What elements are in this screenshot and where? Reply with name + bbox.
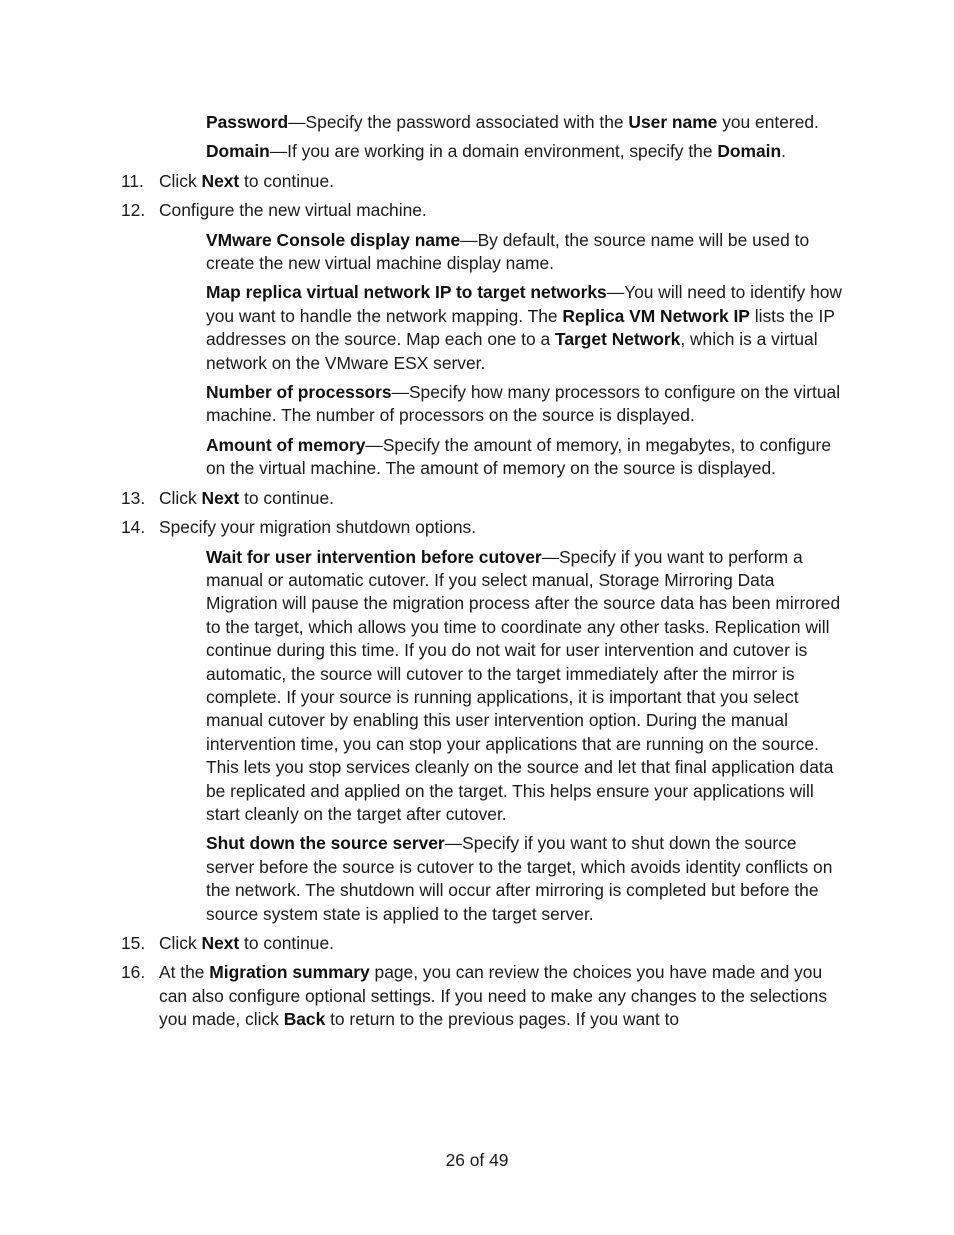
bold-term: User name (628, 112, 718, 132)
text-run: lists the IP addresses on the source. Map each one to a (206, 305, 835, 350)
option-paragraph (206, 381, 846, 428)
option-paragraph (206, 111, 846, 134)
bold-term: VMware Console display name (206, 229, 461, 250)
step-number: 16. (121, 962, 146, 983)
text-run: page, you can review the choices you have made and you can also configure optional settings. If you need to make any changes to the selections you made, click (159, 962, 828, 1030)
page-number: 26 of 49 (445, 1150, 509, 1170)
numbered-step (121, 487, 849, 510)
document-body (0, 111, 954, 1038)
text-run: Specify your migration shutdown options. (159, 517, 477, 538)
text-run: —Specify the amount of memory, in megabytes, to configure on the virtual machine. The amount of memory on the source is displayed. (206, 434, 832, 479)
numbered-step (121, 199, 849, 222)
bold-term: Map replica virtual network IP to target networks (206, 282, 607, 303)
bold-term: Password (206, 112, 289, 132)
text-run: Configure the new virtual machine. (159, 200, 427, 221)
bold-term: Domain (206, 141, 270, 162)
numbered-step (121, 170, 849, 193)
text-run: —Specify if you want to perform a manual or automatic cutover. If you select manual, Storage Mirroring Data Migration will pause the migration process after the source data has been mirrored to the target, which allows you time to coordinate any other tasks. Replication will continue during this time. If you do not wait for user intervention and cutover is automatic, the source will cutover to the target immediately after the mirror is complete. If your source is running applications, it is important that you select manual cutover by enabling this user intervention option. During the manual intervention time, you can stop your applications that are running on the source. This lets you stop services cleanly on the source and let that final application data be replicated and applied on the target. This helps ensure your applications will start cleanly on the target after cutover. (206, 546, 841, 824)
bold-term: Target Network (555, 329, 681, 350)
text-run: —If you are working in a domain environment, specify the (269, 141, 718, 162)
bold-term: Migration summary (209, 962, 370, 983)
bold-term: Wait for user intervention before cutover (206, 546, 542, 567)
bold-term: Next (201, 933, 240, 953)
step-number: 11. (121, 170, 144, 191)
text-run: , which is a virtual network on the VMware ESX server. (206, 329, 818, 373)
text-run: you entered. (717, 112, 819, 132)
text-run: Click (159, 933, 202, 953)
text-run: Click (159, 487, 202, 508)
text-run: —Specify how many processors to configure on the virtual machine. The number of processors on the source is displayed. (206, 382, 841, 426)
bold-term: Domain (717, 141, 782, 162)
step-number: 13. (121, 487, 146, 508)
text-run: to continue. (239, 487, 334, 508)
bold-term: Back (283, 1009, 326, 1030)
option-paragraph (206, 434, 846, 481)
option-paragraph (206, 140, 846, 163)
option-paragraph (206, 281, 846, 375)
text-run: to continue. (239, 933, 334, 953)
bold-term: Amount of memory (206, 434, 366, 455)
bold-term: Next (201, 487, 240, 508)
numbered-step (121, 932, 849, 955)
text-run: —Specify the password associated with the (288, 112, 629, 132)
bold-term: Next (201, 170, 240, 191)
bold-term: Shut down the source server (206, 833, 445, 854)
option-paragraph (206, 832, 846, 926)
step-number: 15. (121, 933, 146, 953)
numbered-step (121, 516, 849, 539)
option-paragraph (206, 546, 846, 827)
bold-term: Replica VM Network IP (562, 305, 750, 326)
text-run: —Specify if you want to shut down the source server before the source is cutover to the target, which avoids identity conflicts on the network. The shutdown will occur after mirroring is completed but before the source system state is applied to the target server. (206, 833, 833, 924)
step-number: 14. (121, 517, 146, 538)
numbered-step (121, 961, 849, 1031)
text-run: to continue. (239, 170, 334, 191)
text-run: to return to the previous pages. If you want to (325, 1009, 680, 1030)
option-paragraph (206, 229, 846, 276)
text-run: At the (159, 962, 210, 983)
text-run: . (781, 141, 786, 162)
text-run: —By default, the source name will be used to create the new virtual machine display name. (206, 229, 810, 274)
step-number: 12. (121, 200, 146, 221)
text-run: Click (159, 170, 202, 191)
text-run: —You will need to identify how you want to handle the network mapping. The (206, 282, 842, 326)
bold-term: Number of processors (206, 382, 392, 403)
